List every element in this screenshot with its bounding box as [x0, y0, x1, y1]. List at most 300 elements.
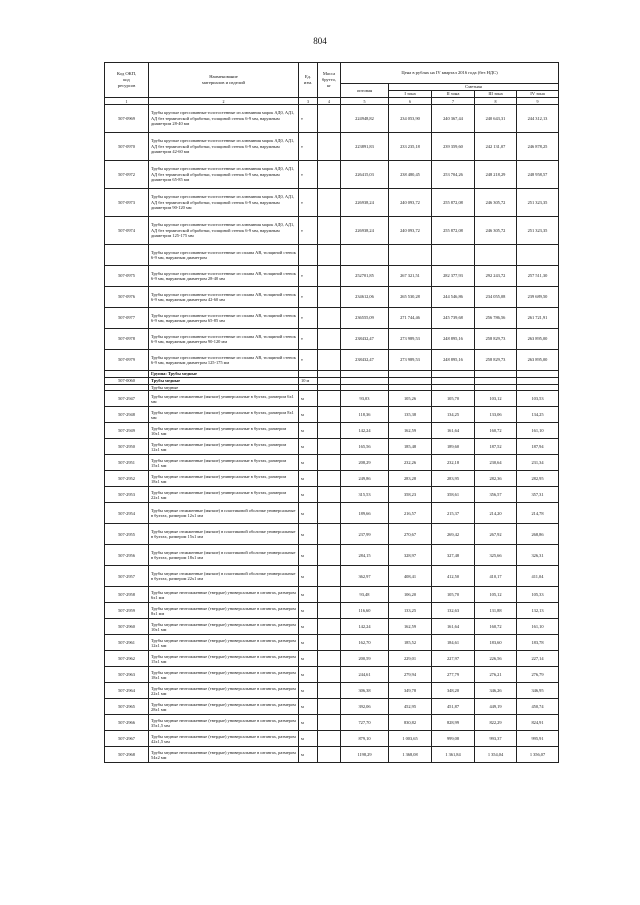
row-zone1-price: 133,25 [389, 603, 432, 619]
row-name: Трубы круглые прессованные толстостенные из алюминия марок АД0, АД1, АД без термической обработки, толщиной стенок 6-9 мм, наружным диаметром 65-85 мм [149, 161, 299, 189]
row-zone3-price: 993,37 [475, 731, 517, 747]
row-zone1-price: 1 003,65 [389, 731, 432, 747]
row-unit: м [299, 731, 318, 747]
row-wholesale-price [341, 245, 389, 266]
row-unit: м [299, 603, 318, 619]
row-name: Трубы медные неотожженные (твердые) универсальные в штангах, размером 28х1 мм [149, 699, 299, 715]
row-zone1-price: 358,23 [389, 487, 432, 503]
row-zone2-price: 105,70 [432, 587, 475, 603]
table-row [105, 217, 559, 245]
row-wholesale-price: 226415,03 [341, 161, 389, 189]
row-code [105, 371, 149, 378]
row-zone4-price: 244 312,13 [517, 105, 559, 133]
row-zone4-price: 357,31 [517, 487, 559, 503]
row-wholesale-price: 165,56 [341, 439, 389, 455]
row-zone3-price: 1 354,04 [475, 747, 517, 763]
row-zone2-price: 227,97 [432, 651, 475, 667]
row-mass [318, 731, 341, 747]
row-mass [318, 189, 341, 217]
row-name: Трубы медные отожженные (мягкие) универсальные в бухтах, размером 12х1 мм [149, 439, 299, 455]
row-unit: т [299, 308, 318, 329]
row-zone1-price: 283,28 [389, 471, 432, 487]
row-code: 507-2947 [105, 391, 149, 407]
row-mass [318, 587, 341, 603]
row-mass [318, 715, 341, 731]
row-zone1-price: 408,41 [389, 566, 432, 587]
row-zone3-price: 325,66 [475, 545, 517, 566]
header-zone2: II зона [432, 91, 475, 98]
row-zone4-price: 276,79 [517, 667, 559, 683]
table-row [105, 189, 559, 217]
row-mass [318, 747, 341, 763]
row-zone4-price: 214,78 [517, 503, 559, 524]
row-unit [299, 245, 318, 266]
header-wholesale: оптовая [341, 84, 389, 98]
row-zone1-price: 240 093,72 [389, 189, 432, 217]
header-index: 7 [432, 98, 475, 105]
row-mass [318, 391, 341, 407]
table-row [105, 287, 559, 308]
header-index: 5 [341, 98, 389, 105]
row-zone4-price: 450,74 [517, 699, 559, 715]
row-mass [318, 619, 341, 635]
row-zone1-price: 273 989,53 [389, 329, 432, 350]
row-zone4-price: 251 323,35 [517, 217, 559, 245]
row-name: Трубы круглые прессованные толстостенные из сплава АВ, толщиной стенок 6-9 мм, наружным диаметром 42-60 мм [149, 287, 299, 308]
row-zone2-price: 253 704,26 [432, 161, 475, 189]
row-wholesale-price: 1198,29 [341, 747, 389, 763]
row-zone3-price: 276,21 [475, 667, 517, 683]
table-row [105, 545, 559, 566]
header-index: 6 [389, 98, 432, 105]
row-zone1-price: 273 989,53 [389, 350, 432, 371]
row-mass [318, 683, 341, 699]
row-zone2-price: 269,42 [432, 524, 475, 545]
row-zone3-price: 449,19 [475, 699, 517, 715]
row-wholesale-price: 189,66 [341, 503, 389, 524]
row-zone2-price: 277,79 [432, 667, 475, 683]
row-wholesale-price: 315,53 [341, 487, 389, 503]
row-code: 507-2959 [105, 603, 149, 619]
row-mass [318, 161, 341, 189]
row-zone4-price: 1 356,07 [517, 747, 559, 763]
row-zone4-price: 239 689,50 [517, 287, 559, 308]
row-zone1-price: 232,26 [389, 455, 432, 471]
table-row [105, 308, 559, 329]
row-mass [318, 545, 341, 566]
row-mass [318, 635, 341, 651]
row-zone3-price: 103,12 [475, 391, 517, 407]
row-mass [318, 503, 341, 524]
row-zone3-price: 234 055,08 [475, 287, 517, 308]
row-zone1-price: 106,20 [389, 587, 432, 603]
row-name: Трубы медные отожженные (мягкие) универсальные в бухтах, размером 6х1 мм [149, 391, 299, 407]
table-row [105, 747, 559, 763]
row-unit: м [299, 683, 318, 699]
row-code: 507-2962 [105, 651, 149, 667]
row-zone3-price: 356,57 [475, 487, 517, 503]
row-zone2-price: 451,87 [432, 699, 475, 715]
table-row [105, 471, 559, 487]
row-name: Трубы медные неотожженные (твердые) универсальные в штангах, размером 12х1 мм [149, 635, 299, 651]
row-unit: т [299, 161, 318, 189]
row-zone2-price: 255 872,08 [432, 189, 475, 217]
header-index-row [105, 98, 559, 105]
row-unit: м [299, 651, 318, 667]
table-row [105, 619, 559, 635]
row-unit: 10 м [299, 378, 318, 385]
row-zone1-price: 229,01 [389, 651, 432, 667]
row-code: 507-2954 [105, 503, 149, 524]
row-name: Трубы медные неотожженные (твердые) универсальные в штангах, размером 42х1,5 мм [149, 731, 299, 747]
row-zone1-price: 328,97 [389, 545, 432, 566]
row-zone1-price: 162,59 [389, 619, 432, 635]
row-wholesale-price: 879,10 [341, 731, 389, 747]
row-mass [318, 133, 341, 161]
row-zone4-price: 995,91 [517, 731, 559, 747]
price-table-body [105, 105, 559, 763]
row-name: Трубы медные неотожженные (твердые) универсальные в штангах, размером 15х1 мм [149, 651, 299, 667]
row-zone1-price: 238 480,45 [389, 161, 432, 189]
row-zone4-price: 231,34 [517, 455, 559, 471]
row-code: 507-2968 [105, 747, 149, 763]
page-number: 804 [313, 36, 327, 46]
row-code: 507-2952 [105, 471, 149, 487]
row-zone2-price: 412,50 [432, 566, 475, 587]
header-price-title: Цена в рублях на IV квартал 2016 года (без НДС) [341, 63, 559, 84]
row-zone4-price: 251 323,35 [517, 189, 559, 217]
row-mass [318, 667, 341, 683]
row-wholesale-price: 234612,06 [341, 287, 389, 308]
header-zone4: IV зона [517, 91, 559, 98]
row-zone4-price: 282,95 [517, 471, 559, 487]
row-wholesale-price: 142,24 [341, 423, 389, 439]
table-row [105, 503, 559, 524]
row-zone2-price [432, 371, 475, 378]
row-name: Трубы медные отожженные (мягкие) универсальные в бухтах, размером 8х1 мм [149, 407, 299, 423]
row-zone4-price: 824,91 [517, 715, 559, 731]
row-name: Трубы медные отожженные (мягкие) в пластиковой оболочке универсальные в бухтах, размером 15х1 мм [149, 524, 299, 545]
table-row [105, 651, 559, 667]
row-wholesale-price: 93,48 [341, 587, 389, 603]
row-zone4-price: 161,10 [517, 423, 559, 439]
row-zone3-price [475, 371, 517, 378]
row-unit: т [299, 266, 318, 287]
header-index: 9 [517, 98, 559, 105]
row-name: Трубы круглые прессованные толстостенные из алюминия марок АД0, АД1, АД без термической обработки, толщиной стенок 6-9 мм, наружным диаметром 125-175 мм [149, 217, 299, 245]
row-name: Группа: Трубы медные [149, 371, 299, 378]
row-wholesale-price: 142,24 [341, 619, 389, 635]
row-zone4-price: 132,13 [517, 603, 559, 619]
table-row [105, 683, 559, 699]
row-zone1-price: 216,57 [389, 503, 432, 524]
row-zone2-price: 282 377,93 [432, 266, 475, 287]
row-mass [318, 217, 341, 245]
row-zone2-price: 245 739,68 [432, 308, 475, 329]
row-zone3-price: 246 305,72 [475, 217, 517, 245]
row-zone3-price: 160,72 [475, 423, 517, 439]
row-mass [318, 266, 341, 287]
row-wholesale-price: 116,60 [341, 603, 389, 619]
table-row [105, 350, 559, 371]
row-zone2-price: 327,48 [432, 545, 475, 566]
row-unit: т [299, 105, 318, 133]
row-code: 507-0973 [105, 189, 149, 217]
row-zone3-price: 267,92 [475, 524, 517, 545]
row-name: Трубы медные [149, 378, 299, 385]
row-zone3-price [475, 378, 517, 385]
row-unit: м [299, 439, 318, 455]
row-name: Трубы медные отожженные (мягкие) в пластиковой оболочке универсальные в бухтах, размером 12х1 мм [149, 503, 299, 524]
row-zone1-price [389, 371, 432, 378]
header-index: 4 [318, 98, 341, 105]
table-row [105, 667, 559, 683]
row-zone3-price: 282,36 [475, 471, 517, 487]
row-unit: м [299, 455, 318, 471]
row-code: 507-0060 [105, 378, 149, 385]
header-zone1: I зона [389, 91, 432, 98]
row-zone4-price: 227,14 [517, 651, 559, 667]
table-row [105, 439, 559, 455]
row-mass [318, 487, 341, 503]
row-zone2-price: 244 546,86 [432, 287, 475, 308]
table-row [105, 635, 559, 651]
row-zone1-price [389, 378, 432, 385]
row-wholesale-price: 306,38 [341, 683, 389, 699]
row-name: Трубы круглые прессованные толстостенные из сплава АВ, толщиной стенок 6-9 мм, наружным диаметром [149, 245, 299, 266]
row-zone2-price: 161,64 [432, 423, 475, 439]
table-row [105, 566, 559, 587]
row-code: 507-0978 [105, 329, 149, 350]
row-zone4-price [517, 378, 559, 385]
row-zone2-price [432, 245, 475, 266]
row-mass [318, 439, 341, 455]
row-wholesale-price: 238432,47 [341, 329, 389, 350]
row-zone2-price: 134,25 [432, 407, 475, 423]
row-zone3-price: 183,60 [475, 635, 517, 651]
row-mass [318, 245, 341, 266]
row-zone4-price: 105,33 [517, 587, 559, 603]
row-wholesale-price [341, 378, 389, 385]
row-zone2-price: 255 872,08 [432, 217, 475, 245]
row-wholesale-price: 162,70 [341, 635, 389, 651]
table-row [105, 391, 559, 407]
row-zone4-price: 246 878,25 [517, 133, 559, 161]
row-name: Трубы круглые прессованные толстостенные из алюминия марок АД0, АД1, АД без термической обработки, толщиной стенок 6-9 мм, наружным диаметром 28-40 мм [149, 105, 299, 133]
row-zone1-price [389, 245, 432, 266]
row-zone4-price: 103,53 [517, 391, 559, 407]
header-index: 3 [299, 98, 318, 105]
row-name: Трубы медные неотожженные (твердые) универсальные в штангах, размером 10х1 мм [149, 619, 299, 635]
row-zone4-price: 161,10 [517, 619, 559, 635]
row-zone3-price: 160,72 [475, 619, 517, 635]
row-wholesale-price: 223891,83 [341, 133, 389, 161]
row-wholesale-price: 362,97 [341, 566, 389, 587]
row-unit: м [299, 545, 318, 566]
row-mass [318, 308, 341, 329]
row-name: Трубы медные неотожженные (твердые) универсальные в штангах, размером 18х1 мм [149, 667, 299, 683]
row-unit: м [299, 699, 318, 715]
row-mass [318, 699, 341, 715]
row-unit [299, 371, 318, 378]
row-mass [318, 407, 341, 423]
row-mass [318, 378, 341, 385]
row-zone2-price: 999,08 [432, 731, 475, 747]
row-zone3-price: 822,29 [475, 715, 517, 731]
row-mass [318, 287, 341, 308]
group-row [105, 371, 559, 378]
row-zone2-price: 828,99 [432, 715, 475, 731]
row-name: Трубы медные отожженные (мягкие) универсальные в бухтах, размером 10х1 мм [149, 423, 299, 439]
header-zones: Сметная [389, 84, 559, 91]
row-zone2-price: 283,95 [432, 471, 475, 487]
table-row [105, 407, 559, 423]
row-code: 507-2963 [105, 667, 149, 683]
row-wholesale-price: 208,29 [341, 455, 389, 471]
row-wholesale-price: 392,06 [341, 699, 389, 715]
row-wholesale-price: 224948,82 [341, 105, 389, 133]
row-zone1-price: 240 093,72 [389, 217, 432, 245]
row-unit: м [299, 391, 318, 407]
row-wholesale-price: 236555,09 [341, 308, 389, 329]
row-zone3-price: 242 131,07 [475, 133, 517, 161]
row-zone3-price: 131,88 [475, 603, 517, 619]
row-unit: м [299, 407, 318, 423]
row-code: 507-2965 [105, 699, 149, 715]
row-unit: м [299, 715, 318, 731]
row-zone4-price: 263 895,00 [517, 350, 559, 371]
row-zone1-price: 234 053,90 [389, 105, 432, 133]
row-zone1-price: 349,78 [389, 683, 432, 699]
row-name: Трубы круглые прессованные толстостенные из сплава АВ, толщиной стенок 6-9 мм, наружным диаметром 125-175 мм [149, 350, 299, 371]
row-zone1-price: 452,95 [389, 699, 432, 715]
header-mass: Масса брутто, кг [318, 63, 341, 98]
row-zone2-price: 161,64 [432, 619, 475, 635]
table-row [105, 133, 559, 161]
table-row [105, 455, 559, 471]
row-code: 507-2957 [105, 566, 149, 587]
row-code: 507-0976 [105, 287, 149, 308]
row-unit: м [299, 566, 318, 587]
row-unit: т [299, 329, 318, 350]
row-zone1-price: 265 530,28 [389, 287, 432, 308]
row-zone1-price: 279,94 [389, 667, 432, 683]
row-mass [318, 603, 341, 619]
row-zone4-price: 261 721,91 [517, 308, 559, 329]
row-zone3-price: 240 643,31 [475, 105, 517, 133]
table-row [105, 423, 559, 439]
row-name: Трубы медные неотожженные (твердые) универсальные в штангах, размером 35х1,5 мм [149, 715, 299, 731]
row-zone2-price: 248 895,16 [432, 350, 475, 371]
row-code: 507-0972 [105, 161, 149, 189]
row-zone3-price: 105,12 [475, 587, 517, 603]
table-row [105, 603, 559, 619]
row-zone1-price: 162,59 [389, 423, 432, 439]
row-unit: т [299, 217, 318, 245]
row-zone2-price: 239 359,60 [432, 133, 475, 161]
row-zone2-price: 105,70 [432, 391, 475, 407]
row-wholesale-price: 226938,24 [341, 217, 389, 245]
row-zone2-price: 248 895,16 [432, 329, 475, 350]
row-zone4-price: 134,25 [517, 407, 559, 423]
row-zone2-price: 232,18 [432, 455, 475, 471]
row-zone1-price: 267 321,51 [389, 266, 432, 287]
table-row [105, 105, 559, 133]
row-code: 507-2953 [105, 487, 149, 503]
row-zone3-price [475, 245, 517, 266]
row-wholesale-price: 118,36 [341, 407, 389, 423]
row-zone1-price: 233 235,18 [389, 133, 432, 161]
header-zone3: III зона [475, 91, 517, 98]
row-code: 507-0979 [105, 350, 149, 371]
row-code: 507-2955 [105, 524, 149, 545]
row-wholesale-price: 237,99 [341, 524, 389, 545]
table-row [105, 715, 559, 731]
table-row [105, 524, 559, 545]
row-name: Трубы круглые прессованные толстостенные из сплава АВ, толщиной стенок 6-9 мм, наружным диаметром 65-85 мм [149, 308, 299, 329]
row-zone3-price: 258 829,73 [475, 350, 517, 371]
row-unit: м [299, 619, 318, 635]
row-name: Трубы круглые прессованные толстостенные из алюминия марок АД0, АД1, АД без термической обработки, толщиной стенок 6-9 мм, наружным диаметром 42-60 мм [149, 133, 299, 161]
row-zone2-price: 184,61 [432, 635, 475, 651]
row-name: Трубы медные неотожженные (твердые) универсальные в штангах, размером 54х2 мм [149, 747, 299, 763]
row-zone2-price: 358,61 [432, 487, 475, 503]
row-wholesale-price: 727,70 [341, 715, 389, 731]
row-mass [318, 455, 341, 471]
row-zone3-price: 248 218,29 [475, 161, 517, 189]
row-zone3-price: 133,06 [475, 407, 517, 423]
row-mass [318, 423, 341, 439]
table-row [105, 699, 559, 715]
row-zone4-price [517, 245, 559, 266]
row-unit: м [299, 423, 318, 439]
row-name: Трубы круглые прессованные толстостенные из сплава АВ, толщиной стенок 6-9 мм, наружным диаметром 28-40 мм [149, 266, 299, 287]
row-code: 507-2960 [105, 619, 149, 635]
row-zone2-price: 215,37 [432, 503, 475, 524]
row-zone4-price: 346,95 [517, 683, 559, 699]
row-code: 507-2951 [105, 455, 149, 471]
row-unit: м [299, 635, 318, 651]
row-code: 507-0977 [105, 308, 149, 329]
row-zone1-price: 1 368,08 [389, 747, 432, 763]
row-wholesale-price: 238432,47 [341, 350, 389, 371]
row-wholesale-price: 284,15 [341, 545, 389, 566]
row-code: 507-2967 [105, 731, 149, 747]
row-code: 507-2958 [105, 587, 149, 603]
row-code: 507-0969 [105, 105, 149, 133]
row-zone1-price: 105,26 [389, 391, 432, 407]
row-code: 507-0974 [105, 217, 149, 245]
table-row [105, 245, 559, 266]
table-row [105, 266, 559, 287]
row-unit: м [299, 747, 318, 763]
row-zone3-price: 258 829,73 [475, 329, 517, 350]
table-row [105, 329, 559, 350]
row-zone4-price [517, 371, 559, 378]
row-wholesale-price: 244,61 [341, 667, 389, 683]
row-zone1-price: 185,52 [389, 635, 432, 651]
row-unit: т [299, 287, 318, 308]
row-unit: т [299, 133, 318, 161]
row-zone3-price: 292 243,72 [475, 266, 517, 287]
row-mass [318, 651, 341, 667]
row-mass [318, 371, 341, 378]
header-name: Наименование материалов и изделий [149, 63, 299, 98]
price-table [104, 62, 559, 763]
row-zone3-price: 226,56 [475, 651, 517, 667]
row-wholesale-price: 200,59 [341, 651, 389, 667]
row-wholesale-price [341, 371, 389, 378]
